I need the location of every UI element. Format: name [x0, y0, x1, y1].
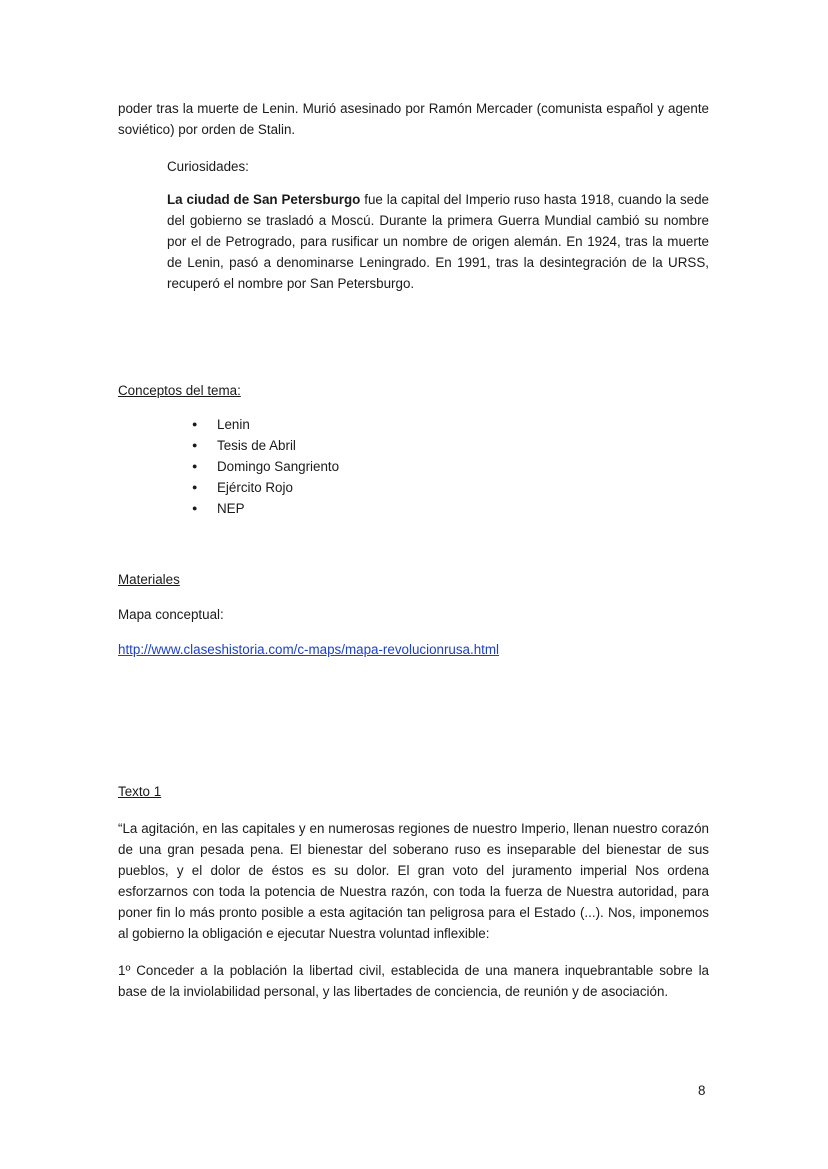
mapa-conceptual-link[interactable]: http://www.claseshistoria.com/c-maps/mapa-revolucionrusa.html [118, 642, 500, 657]
texto1-paragraph-1: “La agitación, en las capitales y en numerosas regiones de nuestro Imperio, llenan nuestro corazón de una gran pesada pena. El bienestar del soberano ruso es inseparable del bienestar de sus pueblos, y el dolor de éstos es su dolor. El gran voto del juramento imperial Nos ordena esforzarnos con toda la potencia de Nuestra razón, con toda la fuerza de Nuestra autoridad, para poner fin lo más pronto posible a esta agitación tan peligrosa para el Estado (...). Nos, imponemos al gobierno la obligación e ejecutar Nuestra voluntad inflexible: [118, 821, 709, 941]
materiales-heading: Materiales [118, 572, 180, 587]
texto1-paragraph-2: 1º Conceder a la población la libertad civil, establecida de una manera inquebrantable sobre la base de la inviolabilidad personal, y las libertades de conciencia, de reunión y de asociación. [118, 963, 709, 999]
curiosidades-lead: La ciudad de San Petersburgo [167, 192, 361, 207]
list-item: ● Domingo Sangriento [192, 456, 339, 477]
mapa-link-line [118, 639, 709, 660]
list-item: ● NEP [192, 498, 339, 519]
mapa-label: Mapa conceptual: [118, 607, 224, 622]
list-item: ● Lenin [192, 414, 339, 435]
conceptos-heading: Conceptos del tema: [118, 383, 241, 398]
page-number: 8 [698, 1083, 706, 1098]
list-item: ● Ejército Rojo [192, 477, 339, 498]
curiosidades-paragraph [118, 189, 709, 294]
curiosidades-text: fue la capital del Imperio ruso hasta 1918, cuando la sede del gobierno se trasladó a Moscú. Durante la primera Guerra Mundial cambió su nombre por el de Petrogrado, para rusificar un nombre de origen alemán. En 1924, tras la muerte de Lenin, pasó a denominarse Leningrado. En 1991, tras la desintegración de la URSS, recuperó el nombre por San Petersburgo. [167, 192, 709, 291]
list-item: ● Tesis de Abril [192, 435, 339, 456]
texto1-heading: Texto 1 [118, 784, 162, 799]
curiosidades-heading: Curiosidades: [167, 159, 249, 174]
intro-paragraph: poder tras la muerte de Lenin. Murió asesinado por Ramón Mercader (comunista español y agente soviético) por orden de Stalin. [118, 101, 709, 137]
conceptos-list [192, 414, 339, 519]
